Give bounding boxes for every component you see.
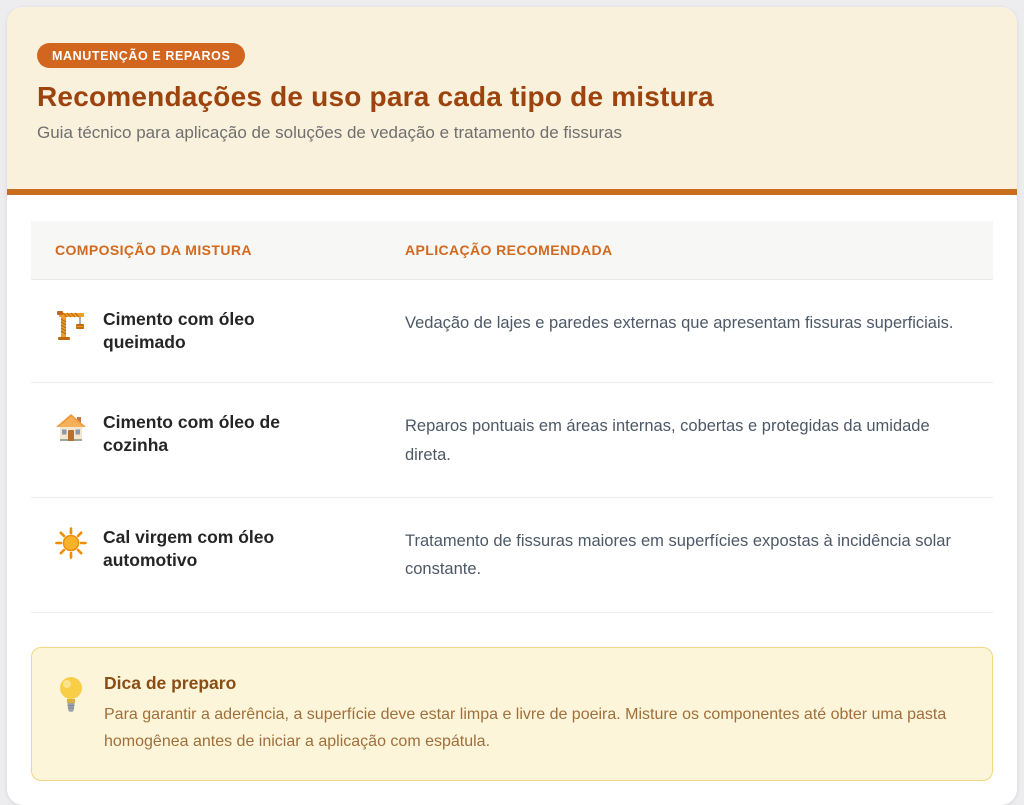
table-header-row (31, 221, 993, 280)
main-content (7, 195, 1017, 805)
tip-callout (31, 647, 993, 781)
column-header-composition: COMPOSIÇÃO DA MISTURA (55, 242, 252, 258)
table-row (31, 383, 993, 498)
application-text: Tratamento de fissuras maiores em superfícies expostas à incidência solar constante. (405, 531, 951, 579)
composition-cell (55, 526, 405, 584)
page-header (7, 7, 1017, 195)
table-row (31, 498, 993, 613)
tip-body: Para garantir a aderência, a superfície deve estar limpa e livre de poeira. Misture os componentes até obter uma pasta homogênea antes de iniciar a aplicação com espátula. (104, 705, 947, 750)
table-row (31, 280, 993, 383)
column-header-application: APLICAÇÃO RECOMENDADA (405, 242, 613, 258)
crane-icon (55, 309, 87, 341)
page-subtitle: Guia técnico para aplicação de soluções de vedação e tratamento de fissuras (37, 123, 622, 142)
tip-content (104, 673, 964, 755)
composition-cell (55, 308, 405, 354)
composition-label: Cal virgem com óleo automotivo (103, 526, 275, 571)
page-title: Recomendações de uso para cada tipo de mistura (37, 81, 714, 112)
tip-title: Dica de preparo (104, 672, 237, 693)
composition-cell (55, 411, 405, 469)
content-card (7, 7, 1017, 805)
application-text: Reparos pontuais em áreas internas, cobertas e protegidas da umidade direta. (405, 417, 930, 464)
category-badge: MANUTENÇÃO E REPAROS (37, 43, 245, 68)
application-text: Vedação de lajes e paredes externas que apresentam fissuras superficiais. (405, 314, 954, 332)
composition-label: Cimento com óleo queimado (103, 309, 255, 353)
house-icon (55, 412, 87, 444)
sun-icon (55, 527, 87, 559)
composition-label: Cimento com óleo de cozinha (103, 412, 280, 456)
lightbulb-icon (57, 675, 85, 715)
